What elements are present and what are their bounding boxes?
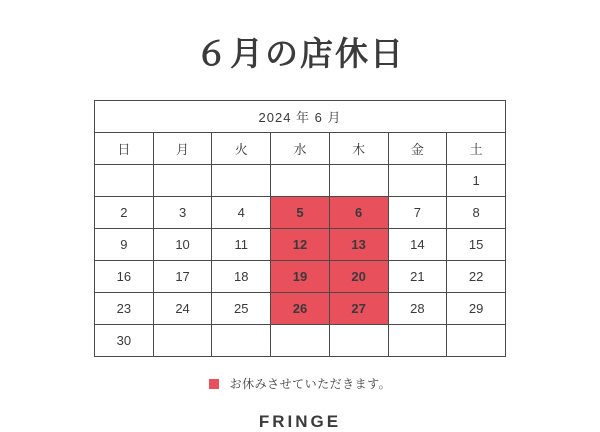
calendar-day-cell (153, 324, 212, 356)
brand-logo: FRINGE (258, 411, 342, 431)
calendar-day-cell: 28 (388, 292, 447, 324)
calendar-day-cell: 9 (95, 228, 154, 260)
calendar-day-cell: 14 (388, 228, 447, 260)
calendar-day-cell: 1 (447, 164, 506, 196)
calendar-day-cell-holiday: 13 (329, 228, 388, 260)
calendar-week-row (95, 324, 506, 356)
calendar-day-cell: 2 (95, 196, 154, 228)
calendar-day-cell: 16 (95, 260, 154, 292)
calendar-day-cell (212, 324, 271, 356)
calendar-day-cell: 23 (95, 292, 154, 324)
calendar-week-row (95, 292, 506, 324)
calendar-day-cell-holiday: 20 (329, 260, 388, 292)
dow-friday: 金 (388, 132, 447, 164)
calendar-day-cell: 3 (153, 196, 212, 228)
calendar-day-cell: 30 (95, 324, 154, 356)
calendar-day-cell (271, 164, 330, 196)
dow-thursday: 木 (329, 132, 388, 164)
calendar-day-cell-holiday: 26 (271, 292, 330, 324)
calendar-dow-row (95, 132, 506, 164)
legend-color-swatch-icon (209, 379, 219, 389)
calendar-day-cell: 8 (447, 196, 506, 228)
page-title: ６月の店休日 (195, 35, 405, 72)
calendar-day-cell (271, 324, 330, 356)
calendar-day-cell (212, 164, 271, 196)
calendar-day-cell-holiday: 12 (271, 228, 330, 260)
calendar-day-cell: 21 (388, 260, 447, 292)
calendar-week-row (95, 260, 506, 292)
calendar-day-cell: 10 (153, 228, 212, 260)
calendar-day-cell: 17 (153, 260, 212, 292)
dow-tuesday: 火 (212, 132, 271, 164)
calendar-day-cell (95, 164, 154, 196)
calendar-day-cell-holiday: 19 (271, 260, 330, 292)
calendar-day-cell: 29 (447, 292, 506, 324)
dow-wednesday: 水 (271, 132, 330, 164)
calendar-day-cell (329, 164, 388, 196)
calendar-day-cell: 24 (153, 292, 212, 324)
calendar-week-row (95, 228, 506, 260)
calendar-body (95, 100, 506, 356)
dow-monday: 月 (153, 132, 212, 164)
dow-saturday: 土 (447, 132, 506, 164)
calendar-month-row (95, 100, 506, 132)
calendar-day-cell (447, 324, 506, 356)
calendar-day-cell-holiday: 6 (329, 196, 388, 228)
calendar-day-cell (388, 324, 447, 356)
calendar-day-cell (329, 324, 388, 356)
calendar-table (94, 100, 506, 357)
calendar-week-row (95, 196, 506, 228)
calendar-day-cell-holiday: 5 (271, 196, 330, 228)
calendar-day-cell (388, 164, 447, 196)
calendar-day-cell: 22 (447, 260, 506, 292)
legend-label: お休みさせていただきます。 (229, 376, 392, 391)
legend (0, 375, 600, 392)
calendar-day-cell: 11 (212, 228, 271, 260)
calendar-day-cell: 4 (212, 196, 271, 228)
calendar-day-cell: 18 (212, 260, 271, 292)
calendar-container (94, 100, 506, 357)
calendar-day-cell (153, 164, 212, 196)
dow-sunday: 日 (95, 132, 154, 164)
calendar-day-cell-holiday: 27 (329, 292, 388, 324)
calendar-week-row (95, 164, 506, 196)
calendar-day-cell: 15 (447, 228, 506, 260)
calendar-month-label: 2024 年 6 月 (95, 100, 506, 132)
calendar-day-cell: 25 (212, 292, 271, 324)
calendar-day-cell: 7 (388, 196, 447, 228)
